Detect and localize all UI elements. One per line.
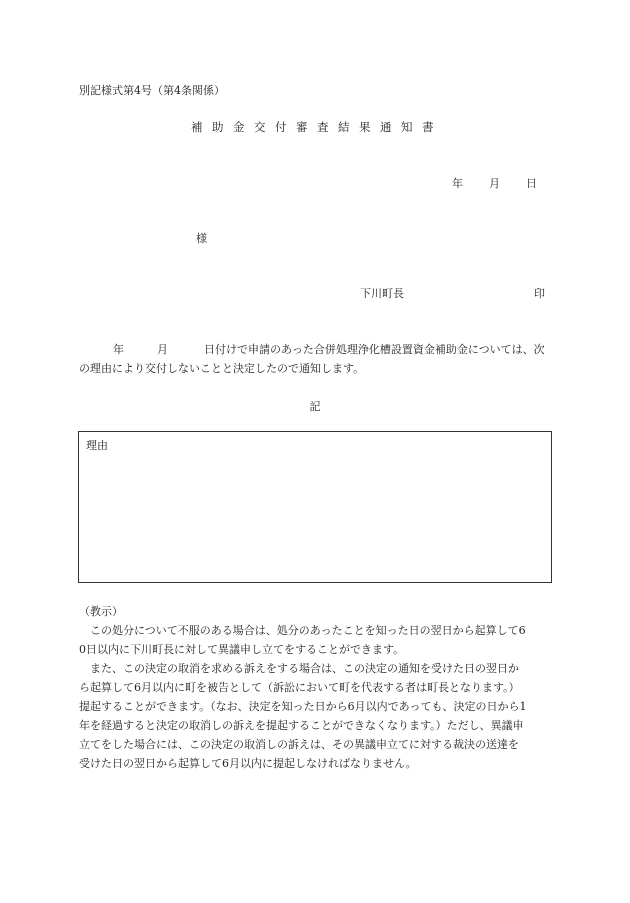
instruction-title: （教示） [79, 605, 123, 618]
issuer-name: 下川町長 [360, 287, 404, 300]
instruction-line: ら起算して6月以内に町を被告として（訴訟において町を代表する者は町長となります。） [79, 681, 520, 694]
reason-box [78, 431, 552, 583]
instruction-line: 0日以内に下川町長に対して異議申し立てをすることができます。 [79, 643, 405, 656]
instruction-line: また、この決定の取消を求める訴えをする場合は、この決定の通知を受けた日の翌日か [79, 662, 519, 675]
date-year: 年 [452, 177, 463, 190]
instruction-line: この処分について不服のある場合は、処分のあったことを知った日の翌日から起算して6 [79, 624, 526, 637]
seal-mark: 印 [534, 287, 545, 300]
instruction-line: 受けた日の翌日から起算して6月以内に提起しなければなりません。 [79, 757, 417, 770]
body-line1-text: 日付けで申請のあった合併処理浄化槽設置資金補助金については、次 [204, 343, 545, 356]
body-text-line-2: の理由により交付しないことと決定したので通知します。 [79, 362, 365, 375]
date-month: 月 [489, 177, 500, 190]
document-title: 補助金交付審査結果通知書 [191, 120, 443, 134]
body-year: 年 [113, 343, 124, 356]
instruction-line: 立てをした場合には、この決定の取消しの訴えは、その異議申立てに対する裁決の送達を [79, 738, 519, 751]
form-number: 別記様式第4号（第4条関係） [79, 84, 225, 97]
body-month: 月 [157, 343, 168, 356]
date-day: 日 [526, 177, 537, 190]
date-line [452, 175, 537, 191]
ki-heading: 記 [309, 400, 321, 413]
body-text-line-1 [113, 341, 545, 357]
instruction-line: 年を経過すると決定の取消しの訴えを提起することができなくなります。）ただし、異議申 [79, 719, 524, 732]
instruction-line: 提起することができます。（なお、決定を知った日から6月以内であっても、決定の日から1 [79, 700, 527, 713]
reason-label: 理由 [86, 439, 108, 452]
addressee-honorific: 様 [196, 232, 207, 245]
